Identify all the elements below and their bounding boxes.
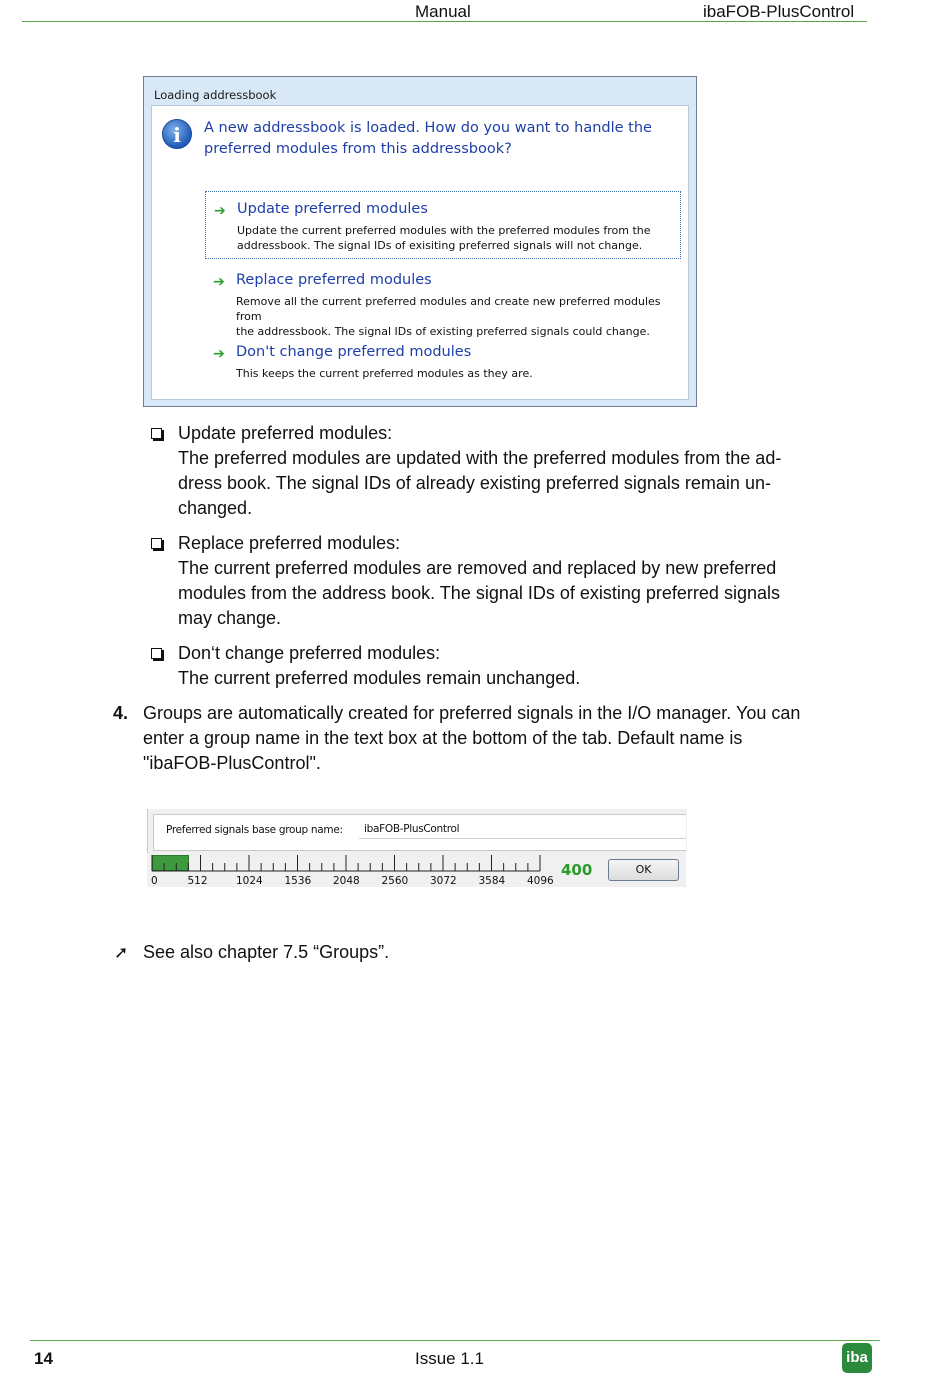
dialog-title: Loading addressbook: [154, 88, 277, 102]
option-title: Update preferred modules: [237, 201, 428, 217]
option-desc-line: Update the current preferred modules with the preferred modules from the: [237, 224, 651, 237]
bullet-item-replace: [178, 531, 780, 631]
loading-addressbook-dialog: [143, 76, 697, 407]
bullet-line: Replace preferred modules:: [178, 533, 401, 553]
option-desc-line: the addressbook. The signal IDs of existing preferred signals could change.: [236, 325, 650, 338]
see-also-arrow-icon: ➚: [114, 943, 129, 962]
question-line: A new addressbook is loaded. How do you want to handle the: [204, 120, 652, 136]
scale-ticks: [147, 853, 554, 887]
bullet-line: Don‘t change preferred modules:: [178, 643, 441, 663]
footer-rule: [30, 1340, 880, 1341]
iba-logo: iba: [842, 1343, 872, 1373]
step-line: Groups are automatically created for preferred signals in the I/O manager. You can: [143, 703, 801, 723]
arrow-right-icon: ➔: [214, 203, 226, 219]
bullet-line: may change.: [178, 608, 282, 628]
scale-label: 3072: [430, 875, 457, 887]
step-line: "ibaFOB-PlusControl".: [143, 753, 321, 773]
signal-scale: [147, 853, 554, 887]
option-dont-change-preferred-modules[interactable]: [205, 335, 681, 403]
option-title: Don't change preferred modules: [236, 344, 472, 360]
scale-label: 0: [151, 875, 158, 887]
step-number: 4.: [113, 703, 129, 723]
scale-label: 512: [187, 875, 208, 887]
option-description: [236, 366, 678, 381]
step-4-text: [143, 701, 800, 776]
dialog-question: [204, 118, 664, 160]
scale-label: 2048: [333, 875, 360, 887]
option-title: Replace preferred modules: [236, 272, 432, 288]
checkbox-bullet-icon: [151, 428, 162, 439]
scale-label: 3584: [478, 875, 506, 887]
base-group-name-label: Preferred signals base group name:: [166, 824, 343, 836]
scale-label: 4096: [527, 875, 554, 887]
step-line: enter a group name in the text box at the bottom of the tab. Default name is: [143, 728, 743, 748]
bullet-line: The current preferred modules are removed and replaced by new preferred: [178, 558, 777, 578]
question-line: preferred modules from this addressbook?: [204, 141, 512, 157]
option-desc-line: This keeps the current preferred modules as they are.: [236, 367, 533, 380]
bullet-line: dress book. The signal IDs of already existing preferred signals remain un-: [178, 473, 771, 493]
option-desc-line: Remove all the current preferred modules and create new preferred modules from: [236, 295, 661, 323]
bullet-line: The preferred modules are updated with the preferred modules from the ad-: [178, 448, 782, 468]
info-icon: i: [162, 119, 192, 149]
bullet-line: The current preferred modules remain unchanged.: [178, 668, 581, 688]
issue-label: Issue 1.1: [415, 1349, 484, 1368]
header-product: ibaFOB-PlusControl: [703, 2, 855, 21]
arrow-right-icon: ➔: [213, 274, 225, 290]
scale-label: 2560: [381, 875, 409, 887]
preferred-signal-count: 400: [561, 861, 593, 879]
checkbox-bullet-icon: [151, 538, 162, 549]
option-replace-preferred-modules[interactable]: [205, 263, 681, 338]
option-desc-line: addressbook. The signal IDs of exisiting preferred signals will not change.: [237, 239, 643, 252]
bullet-line: modules from the address book. The signal IDs of existing preferred signals: [178, 583, 780, 603]
scale-label: 1536: [284, 875, 312, 887]
header-manual: Manual: [415, 2, 471, 21]
page-number: 14: [34, 1349, 53, 1368]
bullet-line: changed.: [178, 498, 253, 518]
ok-button[interactable]: OK: [608, 859, 679, 881]
arrow-right-icon: ➔: [213, 346, 225, 362]
base-group-name-input[interactable]: ibaFOB-PlusControl: [359, 820, 686, 839]
header-rule: [22, 21, 867, 22]
group-name-panel: [147, 809, 686, 887]
bullet-item-update: [178, 421, 781, 521]
option-update-preferred-modules[interactable]: [205, 191, 681, 259]
scale-label: 1024: [236, 875, 263, 887]
bullet-item-dont-change: [178, 641, 580, 691]
option-description: [236, 294, 678, 339]
checkbox-bullet-icon: [151, 648, 162, 659]
see-also-link[interactable]: See also chapter 7.5 “Groups”.: [143, 942, 390, 962]
option-description: [237, 223, 679, 253]
bullet-line: Update preferred modules:: [178, 423, 393, 443]
